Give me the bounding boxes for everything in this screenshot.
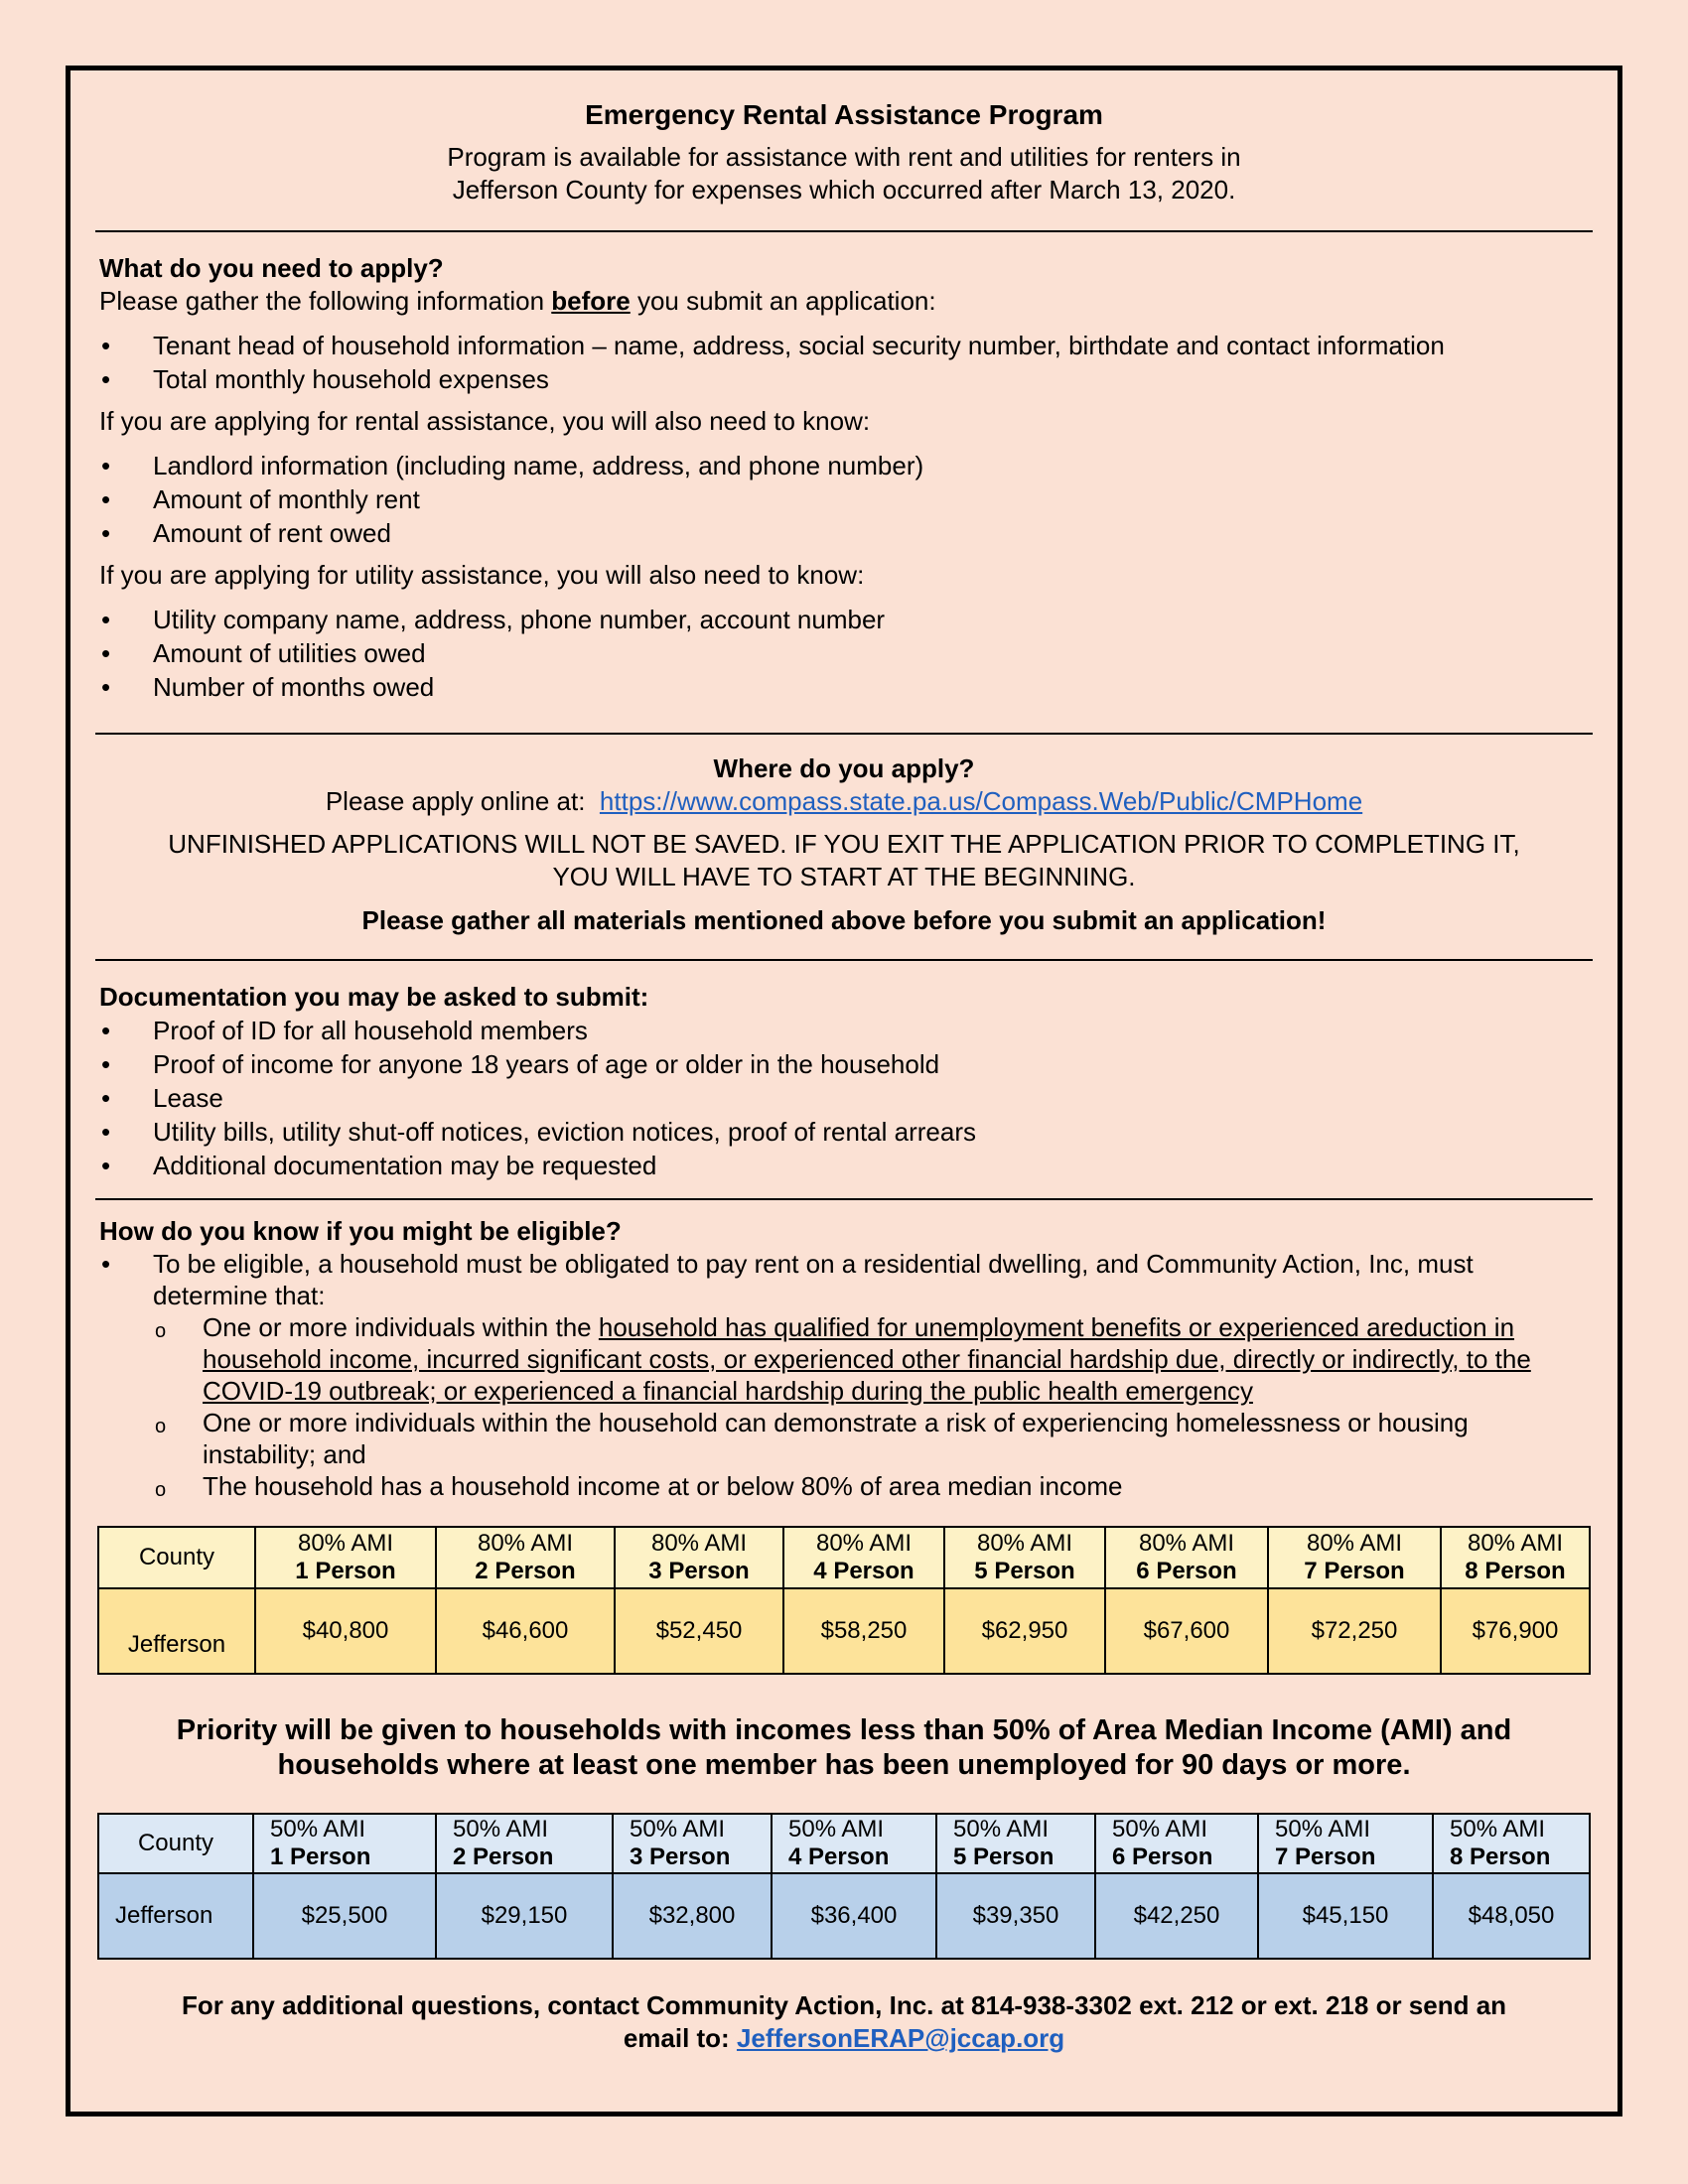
subtitle-line-1: Program is available for assistance with rent and utilities for renters in [447, 142, 1241, 172]
list-item: • Amount of rent owed [99, 516, 1597, 550]
header-cell: 50% AMI 3 Person [613, 1814, 772, 1873]
apply-needs-heading: What do you need to apply? [99, 253, 444, 283]
page-title: Emergency Rental Assistance Program [585, 99, 1103, 130]
rental-items-list [99, 449, 1597, 550]
criterion-item: o One or more individuals within the household can demonstrate a risk of experiencing homelessness or housing instability; and [99, 1407, 1589, 1470]
warning-line-2: YOU WILL HAVE TO START AT THE BEGINNING. [552, 862, 1136, 891]
value-cell: $25,500 [253, 1873, 436, 1959]
header [95, 99, 1593, 206]
header-cell: 50% AMI 5 Person [936, 1814, 1095, 1873]
header-cell: 50% AMI 6 Person [1095, 1814, 1258, 1873]
priority-statement [95, 1713, 1593, 1783]
apply-needs-section [99, 252, 1597, 704]
documentation-section [99, 981, 1597, 1182]
value-cell: $46,600 [436, 1588, 615, 1674]
header-cell: 80% AMI 3 Person [615, 1527, 783, 1588]
county-header: County [98, 1527, 255, 1588]
header-cell: 50% AMI 8 Person [1433, 1814, 1590, 1873]
divider [95, 733, 1593, 735]
value-cell: $62,950 [944, 1588, 1105, 1674]
divider [95, 230, 1593, 232]
criterion-item: o The household has a household income at or below 80% of area median income [99, 1470, 1589, 1502]
list-item: • Proof of income for anyone 18 years of age or older in the household [99, 1047, 1597, 1081]
table-row [98, 1873, 1590, 1959]
list-item: • Number of months owed [99, 670, 1597, 704]
table-row [98, 1588, 1590, 1674]
apply-needs-intro: Please gather the following information before you submit an application: [99, 286, 936, 316]
header-cell: 80% AMI 1 Person [255, 1527, 436, 1588]
eligibility-list [99, 1248, 1589, 1311]
compass-link[interactable]: https://www.compass.state.pa.us/Compass.Web/Public/CMPHome [599, 786, 1363, 816]
general-items-list [99, 329, 1597, 396]
before-emphasis: before [551, 286, 631, 316]
value-cell: $72,250 [1268, 1588, 1441, 1674]
where-heading: Where do you apply? [713, 753, 975, 783]
value-cell: $67,600 [1105, 1588, 1268, 1674]
ami-50-table [97, 1813, 1591, 1960]
list-item: • Additional documentation may be requested [99, 1149, 1597, 1182]
eligibility-criteria-list [99, 1311, 1589, 1502]
reminder: Please gather all materials mentioned above before you submit an application! [361, 905, 1327, 935]
header-cell: 50% AMI 4 Person [772, 1814, 936, 1873]
value-cell: $29,150 [436, 1873, 613, 1959]
rental-intro: If you are applying for rental assistance, you will also need to know: [99, 406, 871, 436]
warning-line-1: UNFINISHED APPLICATIONS WILL NOT BE SAVED. IF YOU EXIT THE APPLICATION PRIOR TO COMPLETING IT, [168, 829, 1520, 859]
table-header-row [98, 1814, 1590, 1873]
priority-line-2: households where at least one member has been unemployed for 90 days or more. [277, 1749, 1411, 1781]
apply-online-line: Please apply online at: https://www.compass.state.pa.us/Compass.Web/Public/CMPHome [325, 786, 1363, 816]
criterion-item: o One or more individuals within the household has qualified for unemployment benefits or experienced areduction in household income, incurred significant costs, or experienced other financial hardship due, directly or indirectly, to the COVID-19 outbreak; or experienced a financial hardship during the public health emergency [99, 1311, 1589, 1407]
documentation-list [99, 1014, 1597, 1182]
utility-items-list [99, 603, 1597, 704]
header-cell: 80% AMI 8 Person [1441, 1527, 1590, 1588]
divider [95, 1198, 1593, 1200]
county-cell: Jefferson [98, 1873, 253, 1959]
county-header: County [98, 1814, 253, 1873]
email-link[interactable]: JeffersonERAP@jccap.org [736, 2023, 1065, 2053]
header-cell: 80% AMI 2 Person [436, 1527, 615, 1588]
list-item: • To be eligible, a household must be obligated to pay rent on a residential dwelling, and Community Action, Inc, must determine that: [99, 1248, 1589, 1311]
value-cell: $45,150 [1258, 1873, 1433, 1959]
list-item: • Proof of ID for all household members [99, 1014, 1597, 1047]
list-item: • Total monthly household expenses [99, 362, 1597, 396]
header-cell: 50% AMI 1 Person [253, 1814, 436, 1873]
value-cell: $76,900 [1441, 1588, 1590, 1674]
value-cell: $58,250 [783, 1588, 944, 1674]
subtitle-line-2: Jefferson County for expenses which occurred after March 13, 2020. [452, 175, 1236, 205]
contact-section [95, 1989, 1593, 2055]
contact-line-2: email to: JeffersonERAP@jccap.org [623, 2023, 1065, 2053]
value-cell: $40,800 [255, 1588, 436, 1674]
eligibility-heading: How do you know if you might be eligible? [99, 1216, 622, 1246]
list-item: • Utility company name, address, phone number, account number [99, 603, 1597, 636]
value-cell: $52,450 [615, 1588, 783, 1674]
list-item: • Tenant head of household information – name, address, social security number, birthdate and contact information [99, 329, 1597, 362]
header-cell: 50% AMI 7 Person [1258, 1814, 1433, 1873]
value-cell: $42,250 [1095, 1873, 1258, 1959]
priority-line-1: Priority will be given to households with incomes less than 50% of Area Median Income (AMI) and [176, 1714, 1512, 1746]
value-cell: $36,400 [772, 1873, 936, 1959]
where-section [95, 752, 1593, 937]
list-item: • Utility bills, utility shut-off notices, eviction notices, proof of rental arrears [99, 1115, 1597, 1149]
value-cell: $32,800 [613, 1873, 772, 1959]
divider [95, 959, 1593, 961]
eligibility-section [99, 1215, 1589, 1502]
header-cell: 50% AMI 2 Person [436, 1814, 613, 1873]
list-item: • Amount of utilities owed [99, 636, 1597, 670]
table-header-row [98, 1527, 1590, 1588]
header-cell: 80% AMI 5 Person [944, 1527, 1105, 1588]
header-cell: 80% AMI 7 Person [1268, 1527, 1441, 1588]
list-item: • Landlord information (including name, address, and phone number) [99, 449, 1597, 482]
list-item: • Lease [99, 1081, 1597, 1115]
value-cell: $48,050 [1433, 1873, 1590, 1959]
list-item: • Amount of monthly rent [99, 482, 1597, 516]
utility-intro: If you are applying for utility assistance, you will also need to know: [99, 560, 865, 590]
value-cell: $39,350 [936, 1873, 1095, 1959]
documentation-heading: Documentation you may be asked to submit: [99, 982, 649, 1012]
ami-80-table [97, 1526, 1591, 1675]
contact-line-1: For any additional questions, contact Community Action, Inc. at 814-938-3302 ext. 212 or ext. 218 or send an [181, 1990, 1507, 2020]
header-cell: 80% AMI 6 Person [1105, 1527, 1268, 1588]
header-cell: 80% AMI 4 Person [783, 1527, 944, 1588]
hardship-criterion-underlined: household has qualified for unemployment benefits or experienced areduction in household income, incurred significant costs, or experienced other financial hardship due, directly or indirectly, to the COVID-19 outbreak; or experienced a financial hardship during the public health emergency [203, 1312, 1531, 1406]
county-cell: Jefferson [98, 1588, 255, 1674]
